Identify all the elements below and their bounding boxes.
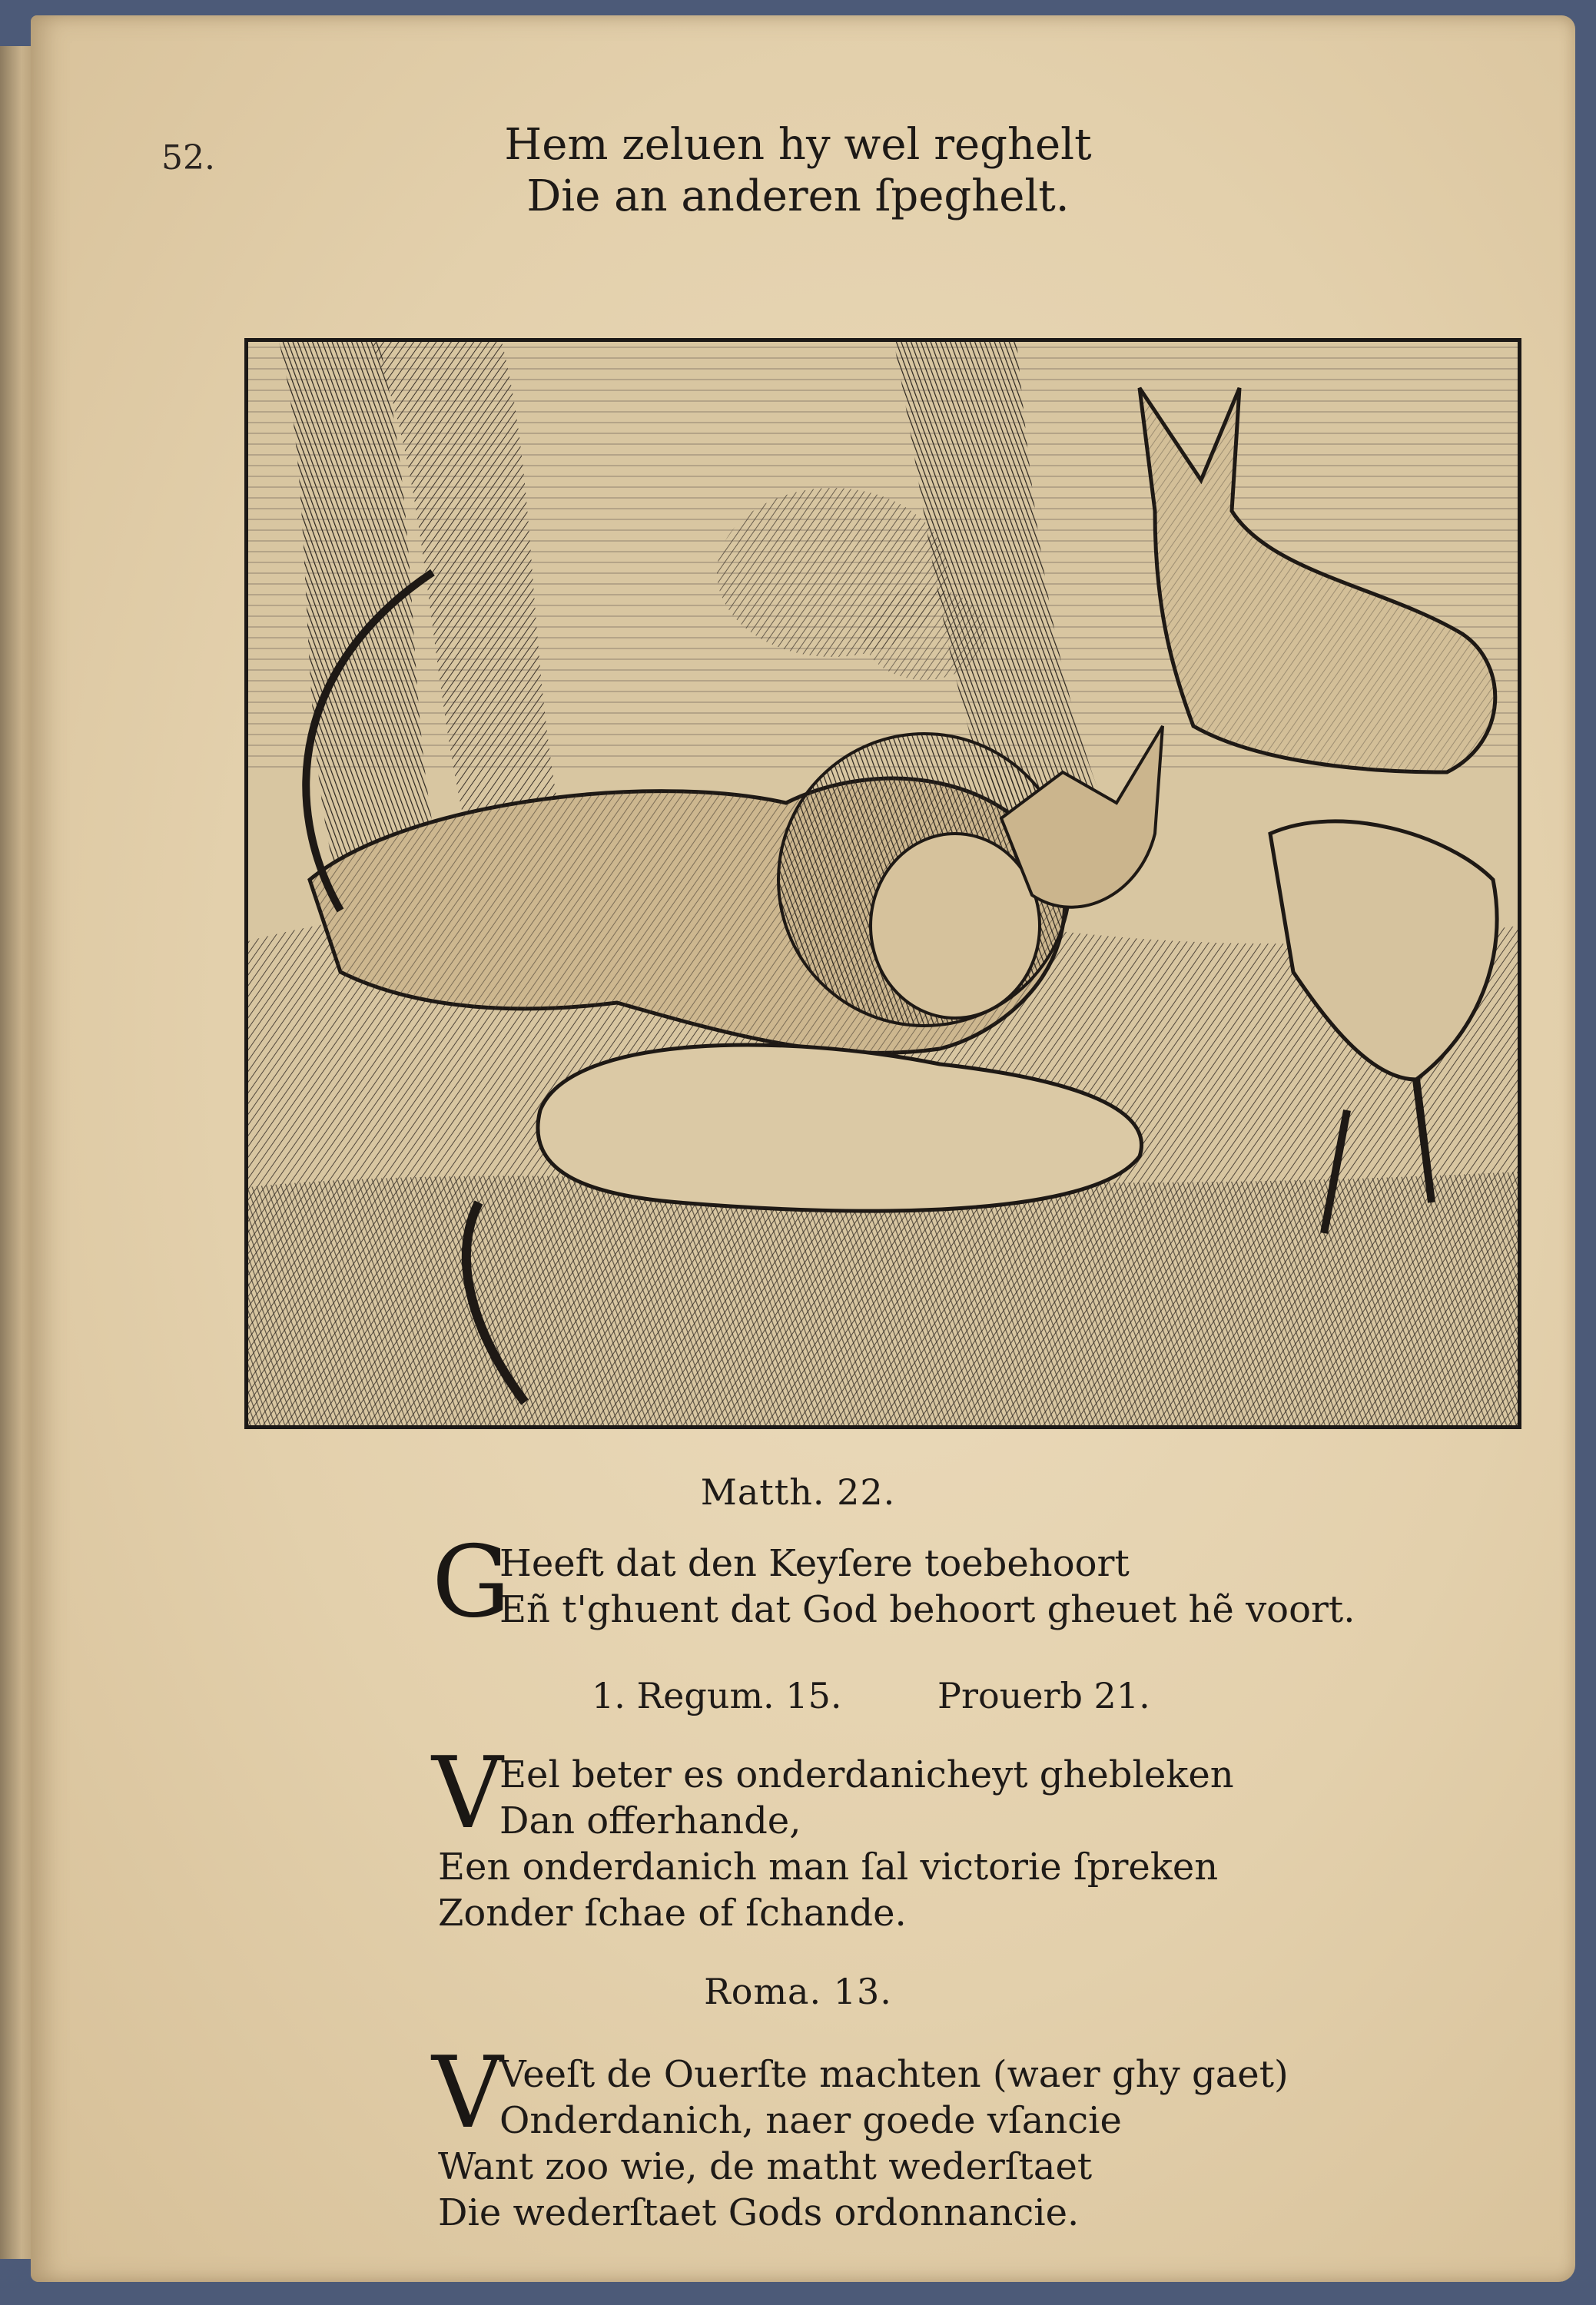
motto-line-2: Die an anderen ſpeghelt. — [526, 171, 1070, 222]
verse-line: Dan offerhande, — [499, 1799, 801, 1842]
section-2-verse — [432, 1736, 1234, 1936]
drop-cap-v: V — [432, 2036, 503, 2151]
verse-line: Want zoo wie, de matht wederſtaet — [438, 2145, 1093, 2188]
page-number: 52. — [161, 138, 215, 177]
motto — [0, 119, 1596, 222]
verse-line: Zonder ſchae of ſchande. — [438, 1892, 907, 1935]
section-2-reference-right: Prouerb 21. — [937, 1675, 1150, 1716]
verse-line: Eñ t'ghuent dat God behoort gheuet hẽ voort. — [499, 1588, 1355, 1631]
section-2-reference-left: 1. Regum. 15. — [592, 1675, 842, 1716]
verse-line: Onderdanich, naer goede vſancie — [499, 2099, 1122, 2142]
section-1-reference: Matth. 22. — [700, 1471, 896, 1513]
section-3-reference: Roma. 13. — [704, 1971, 892, 2012]
engraving-plate — [244, 338, 1521, 1429]
verse-line: Veeſt de Ouerſte machten (waer ghy gaet) — [499, 2053, 1289, 2096]
verse-line: Heeft dat den Keyſere toebehoort — [499, 1542, 1130, 1585]
verse-line: Die wederſtaet Gods ordonnancie. — [438, 2191, 1080, 2234]
drop-cap-v: V — [432, 1736, 503, 1851]
motto-line-1: Hem zeluen hy wel reghelt — [504, 120, 1092, 170]
section-3-verse — [432, 2036, 1289, 2236]
engraving-lion-fable-icon — [248, 342, 1518, 1425]
drop-cap-g: G — [432, 1525, 511, 1640]
section-1-verse — [432, 1525, 1355, 1640]
verse-line: Eel beter es onderdanicheyt ghebleken — [499, 1753, 1234, 1796]
verse-line: Een onderdanich man ſal victorie ſpreken — [438, 1846, 1219, 1889]
